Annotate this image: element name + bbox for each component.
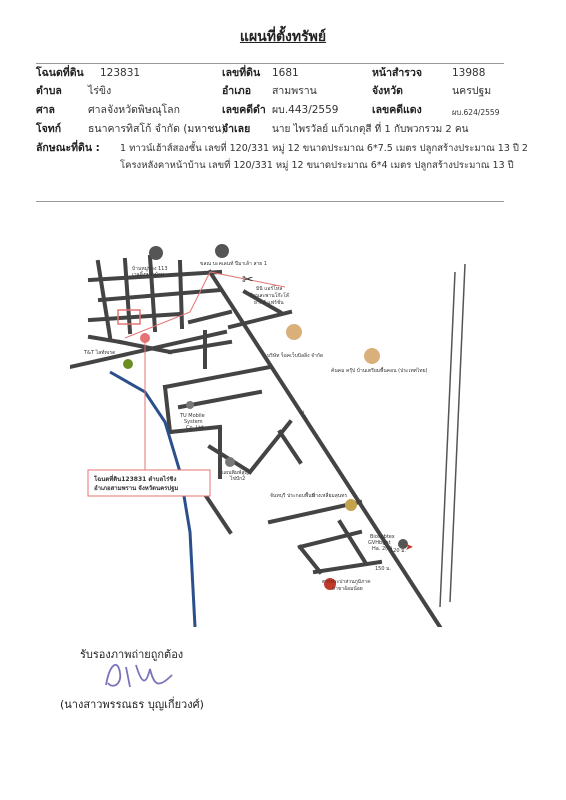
case-red-value: ผบ.624/2559 (452, 108, 500, 117)
property-label: ลักษณะที่ดิน : (36, 142, 100, 154)
certifier-name: (นางสาวพรรณธร บุญเกี่ยวงศ์) (60, 698, 204, 711)
map-label-2: ขลณ บะคเลนท์ ปีมาเล้า สาย 1 (200, 261, 267, 267)
house-icon (225, 457, 235, 467)
factory-icon (286, 324, 302, 340)
map-label-9: จันทบุรี ประกอบพื้นที่ (270, 493, 315, 499)
court-label: ศาล (36, 104, 55, 116)
province-label: จังหวัด (372, 85, 403, 97)
home-pin-icon (140, 333, 150, 343)
canal (110, 372, 195, 627)
flag-icon (345, 499, 357, 511)
page-title: แผนที่ตั้งทรัพย์ (239, 29, 327, 45)
deed-value: 123831 (100, 67, 141, 79)
survey-value: 13988 (452, 67, 486, 79)
store-pin-icon (215, 244, 229, 258)
province-value: นครปฐม (452, 85, 492, 97)
court-value: ศาลจังหวัดพิษณุโลก (88, 104, 180, 116)
road-distance-2: 150 ม. (375, 566, 392, 572)
map-label-11: ตารประปาส่วนภูมิภาค (322, 579, 371, 585)
case-red-label: เลขคดีแดง (372, 104, 422, 116)
defendant-value: นาย ไพรวัลย์ แก้วเกตุสี ที่ 1 กับพวกรวม 2 คน (272, 124, 469, 135)
map-label-10b: GVHbgnt (368, 540, 391, 546)
survey-label: หน้าสำรวจ (372, 67, 422, 79)
top-divider (36, 63, 504, 64)
map-label-6: ค้นคม ครุ๊ป บ้านเตรียมพื้นคอน (ประเทศไทย) (331, 368, 428, 374)
property-line-2: โครงหลังคาหน้าบ้าน เลขที่ 120/331 หมู่ 12 ขนาดประมาณ 6*4 เมตร ปลูกสร้างประมาณ 13 ปี (120, 160, 514, 171)
map-label-7b: System (184, 419, 203, 425)
map-label-11b: สาขาอ้อมน้อย (332, 586, 363, 592)
scissors-icon: ✂ (242, 272, 254, 288)
railway-line-2 (450, 264, 465, 602)
map-label-1b: เวลดิ้งหน้าบ้าน (132, 272, 165, 278)
map-label-5: บริษัท ร็อคเว็บบิลลิ่ง จำกัด (267, 353, 324, 359)
callout-text-2: อำเภอสามพราน จังหวัดนครปฐม (94, 485, 179, 492)
map-label-10c: Ha. 2(n) (372, 546, 393, 552)
district-label: อำเภอ (222, 85, 252, 97)
subdistrict-value: ไร่ขิง (88, 85, 112, 97)
land-no-value: 1681 (272, 67, 299, 79)
map-label-3: มินิ แอร์โหล (256, 286, 283, 292)
plaintiff-value: ธนาคารทิสโก้ จำกัด (มหาชน) (88, 123, 226, 135)
arrow-icon: ➤ (405, 542, 414, 553)
map-label-8b: ไข่ปัก2 (230, 476, 246, 482)
callout-text-1: โฉนดที่ดิน123831 ตำบลไร่ขิง (94, 476, 177, 483)
plaintiff-label: โจทก์ (36, 123, 62, 135)
case-black-value: ผบ.443/2559 (272, 104, 339, 116)
signature (96, 655, 186, 695)
map-label-3b: ก้อนสะพานโก๊ะโล๊ (250, 293, 289, 299)
certification-text: รับรองภาพถ่ายถูกต้อง (80, 648, 184, 661)
land-no-label: เลขที่ดิน (222, 67, 261, 79)
district-value: สามพราน (272, 85, 317, 97)
subdistrict-label: ตำบล (36, 85, 62, 97)
bottom-divider (36, 201, 504, 202)
road-distance-3: 120 ม. (390, 548, 407, 554)
factory-icon-2 (364, 348, 380, 364)
map-label-9b: บางเหลี่ยมสุนทร (312, 493, 348, 499)
defendant-label: จำเลย (222, 123, 251, 135)
map-label-4: T&T ไลท์ทเรด (84, 350, 116, 356)
property-line-1: 1 ทาวน์เฮ้าส์สองชั้น เลขที่ 120/331 หมู่ 12 ขนาดประมาณ 6*7.5 เมตร ปลูกสร้างประมาณ 13 ปี 2 (120, 143, 528, 154)
deed-label: โฉนดที่ดิน (36, 67, 84, 79)
map-label-7: TU Mobile (180, 413, 205, 419)
location-map (70, 232, 490, 627)
tree-icon (123, 359, 133, 369)
shop-pin-icon (149, 246, 163, 260)
callout-box (88, 470, 210, 496)
office-icon (186, 401, 194, 409)
road-distance-1: 2 กม. (298, 409, 311, 424)
case-black-label: เลขคดีดำ (222, 104, 266, 116)
map-label-7c: Co.,Ltd. (186, 425, 206, 431)
map-label-8: แผนพิมพ์สูญ (222, 470, 249, 476)
map-label-3c: ยากส์ แฟร์ชั่น (254, 300, 284, 306)
map-label-1: บ้านหมู่บาง 113 (132, 266, 168, 272)
map-label-10: Biosubtex (370, 534, 395, 540)
